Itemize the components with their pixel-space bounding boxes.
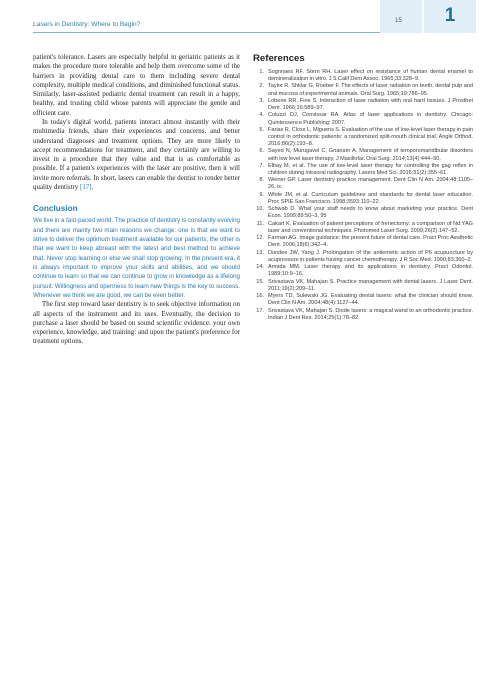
- body-paragraph-2: [33, 118, 240, 192]
- reference-item: [253, 235, 473, 249]
- conclusion-heading: Conclusion: [33, 204, 78, 214]
- reference-number: 13.: [256, 249, 264, 256]
- reference-number: 2.: [259, 83, 264, 90]
- reference-number: 6.: [259, 148, 264, 155]
- references-heading: References: [253, 53, 305, 64]
- reference-number: 14.: [256, 264, 264, 271]
- reference-item: [253, 221, 473, 235]
- header-divider: [33, 32, 380, 33]
- reference-item: [253, 192, 473, 206]
- reference-item: [253, 83, 473, 97]
- page-header: [0, 0, 500, 30]
- page-number: 15: [395, 17, 402, 24]
- chapter-number: 1: [444, 5, 456, 26]
- reference-item: [253, 206, 473, 220]
- reference-text: Coluzzi DJ, Convissar RA. Atlas of laser applications in dentistry. Chicago: Quintessence Publishing; 2007.: [268, 112, 473, 126]
- conclusion-section: [33, 204, 240, 346]
- body-paragraph-2-end: .: [91, 182, 94, 191]
- reference-text: Lobene RR, Fine S. Interaction of laser radiation with oral hard tissues. J Prosthet Dent. 1966;16:589–97.: [268, 97, 473, 112]
- reference-number: 9.: [259, 191, 264, 198]
- left-column: [33, 53, 240, 347]
- reference-text: Cakart K. Evaluation of patient perceptions of frenectomy: a comparison of Nd:YAG laser and conventional techniques. Photomed Laser Surg. 2009;26(2):147–52.: [268, 220, 473, 234]
- body-paragraph-1: patient's tolerance. Lasers are especially helpful in geriatric patients as it makes the procedure more tolerable and help them overcome some of the barriers in providing dental care to them including severe dental complexity, multiple medical conditions, and diminished functional status. Similarly, laser-assisted pediatric dental treatment can result in a happy, healthy, and trusting child whose parents will appreciate the gentle and efficient care.: [33, 53, 240, 117]
- reference-text: Srivastava VK, Mahajan S. Diode lasers: a magical wand to an orthodontic practice. Indian J Dent Res. 2014;25(1):78–82.: [268, 307, 473, 321]
- reference-text: Srivastava VK, Mahajan S. Practice management with dental lasers. J Laser Dent. 2011;19(2):209–11.: [268, 278, 473, 292]
- reference-item: [253, 98, 473, 112]
- reference-item: [253, 264, 473, 278]
- reference-text: Taylor R, Shklar G, Roeber F. The effects of laser radiation on teeth, dental pulp and oral mucosa of experimental animals. Oral Surg. 1965;19:786–95.: [268, 83, 473, 97]
- reference-number: 4.: [259, 112, 264, 119]
- body-paragraph-2-text: In today's digital world, patients interact almost instantly with their multimedia friends, share their experiences and concerns, and better understand diagnoses and treatment options. They are more likely to accept recommendations for treatment, and they certainly are willing to invest in a procedure that they value and that is as comfortable as possible. If a patient's experiences with the laser are positive, then it will invite more referrals. In short, lasers can enable the dentist to render better quality dentistry: [33, 117, 240, 191]
- reference-text: Armida MM. Laser therapy and its applications in dentistry. Pract Odontol. 1989;10:9–16.: [268, 264, 473, 278]
- reference-item: [253, 163, 473, 177]
- running-title: Lasers in Dentistry: Where to Begin?: [33, 21, 141, 28]
- reference-number: 5.: [259, 126, 264, 133]
- reference-number: 17.: [256, 307, 264, 314]
- reference-number: 10.: [256, 206, 264, 213]
- reference-number: 3.: [259, 97, 264, 104]
- reference-text: Elbay M, et al. The use of low-level laser therapy for controlling the gag reflex in children during intraoral radiography. Lasers Med Sci. 2016;31(2):355–61.: [268, 162, 473, 176]
- reference-item: [253, 148, 473, 162]
- reference-text: Sognnaes RF, Stern RH. Laser effect on resistance of human dental enamel to demineralization in vitro. J S Calif Dent Assoc. 1965;33:328–9.: [268, 69, 473, 83]
- reference-text: Weiner GP. Laser dentistry practice management. Dent Clin N Am. 2004;48:1105–26. ix.: [268, 177, 473, 191]
- reference-list: [253, 69, 473, 322]
- reference-text: Sayed N, Murugavel C, Gnanam A. Management of temporomandibular disorders with low level laser therapy. J Maxillofac Oral Surg. 2014;13(4):444–50.: [268, 148, 473, 162]
- reference-item: [253, 293, 473, 307]
- reference-number: 16.: [256, 293, 264, 300]
- citation-link[interactable]: [17]: [80, 182, 92, 191]
- reference-number: 15.: [256, 278, 264, 285]
- reference-number: 8.: [259, 177, 264, 184]
- reference-item: [253, 177, 473, 191]
- reference-text: White JM, et al. Curriculum guidelines and standards for dental laser education. Proc SPIE San Francisco. 1998;3593:110–22.: [268, 191, 473, 205]
- reference-text: Schwab D. What your staff needs to know about marketing your practice. Dent Econ. 1999;89:50–3. 95: [268, 206, 473, 220]
- reference-text: Farman AG. Image guidance: the present future of dental care. Pract Proc Aesthetic Dent. 2006;18(6):342–4.: [268, 235, 473, 249]
- reference-number: 12.: [256, 235, 264, 242]
- references-column: [253, 53, 473, 322]
- reference-item: [253, 279, 473, 293]
- reference-text: Myers TD, Sulewski JG. Evaluating dental lasers: what the clinician should know. Dent Clin N Am. 2004;48(4):1127–44.: [268, 293, 473, 307]
- reference-number: 11.: [256, 220, 264, 227]
- reference-item: [253, 112, 473, 126]
- conclusion-paragraph-1: We live in a fast-paced world. The practice of dentistry is constantly evolving and there are mainly two main reasons we change: one is that we want to strive to deliver the optimum treatment available for our patients; the other is that we want to keep abreast with the latest and best method to achieve that. Never stop learning or else we shall stop growing. In the present era, it is always important to improve your skills and abilities, and we should continue to learn so that we can continue to grow in knowledge as a lifelong pursuit. Willingness and openness to learn new things is the key to success. Whenever we think we are good, we can be even better.: [33, 217, 240, 299]
- conclusion-paragraph-2: The first step toward laser dentistry is to seek objective information on all aspects of the instrument and its uses. Eventually, the decision to purchase a laser should be based on sound scientific evidence: your own experience, knowledge, and training: and upon the patient's preference for treatment options.: [33, 300, 240, 346]
- reference-item: [253, 308, 473, 322]
- reference-text: Dundee JW, Yang J. Prolongation of the antiemetic action of P6 acupuncture by acupressure in patients having cancer chemotherapy. J R Soc Med. 1990;83:360–2.: [268, 249, 473, 263]
- reference-number: 1.: [259, 69, 264, 75]
- reference-item: [253, 69, 473, 83]
- reference-item: [253, 250, 473, 264]
- reference-text: Farias R, Closs L, Miguens S. Evaluation of the use of low-level laser therapy in pain control in orthodontic patients: a randomized split-mouth clinical trial. Angle Orthod. 2016;86(2):193–8.: [268, 126, 473, 148]
- reference-item: [253, 127, 473, 148]
- reference-number: 7.: [259, 162, 264, 169]
